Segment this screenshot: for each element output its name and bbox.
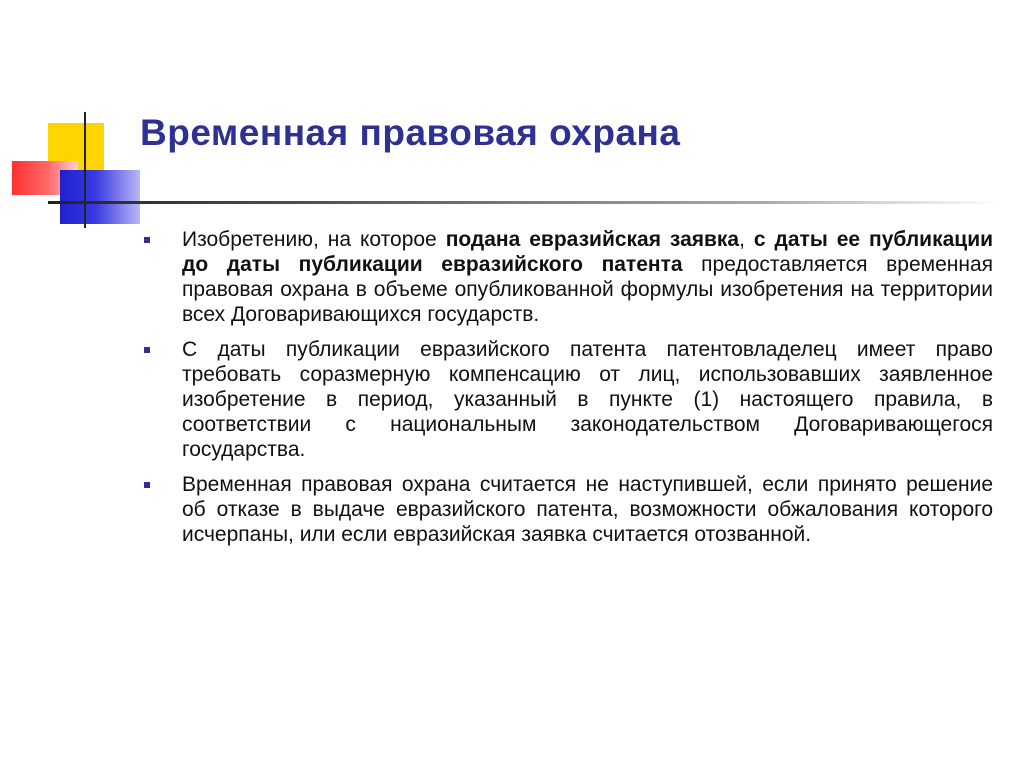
bullet-text-segment: С даты публикации евразийского патента патентовладелец имеет право требовать соразмерную компенсацию от лиц, использовавших заявленное изобретение в период, указанный в пункте (1) настоящего правила, в соответствии с национальным законодательством Договаривающегося государства. <box>182 338 993 461</box>
title-decoration <box>0 0 150 240</box>
bullet-list <box>140 227 993 557</box>
decor-vertical-line <box>84 112 86 228</box>
bullet-item <box>140 472 993 547</box>
bullet-text-bold: подана евразийская заявка <box>445 228 740 251</box>
bullet-item <box>140 337 993 462</box>
bullet-text-segment: предоставляется временная правовая охрана в объеме опубликованной формулы изобретения на территории всех Договаривающихся государств. <box>182 253 993 326</box>
slide-title: Временная правовая охрана <box>140 112 681 153</box>
bullet-text-segment: Временная правовая охрана считается не наступившей, если принято решение об отказе в выдаче евразийского патента, возможности обжалования которого исчерпаны, или если евразийская заявка считается отозванной. <box>182 473 993 546</box>
bullet-marker-icon <box>144 482 150 488</box>
bullet-text-segment: , <box>739 228 754 251</box>
decor-blue-square <box>60 170 140 224</box>
title-underline <box>48 201 1000 204</box>
bullet-marker-icon <box>144 347 150 353</box>
bullet-text-segment: Изобретению, на которое <box>182 228 446 251</box>
bullet-text-bold: с даты ее публикации до даты публикации евразийского патента <box>182 228 994 276</box>
bullet-marker-icon <box>144 237 150 243</box>
bullet-item <box>140 227 993 327</box>
